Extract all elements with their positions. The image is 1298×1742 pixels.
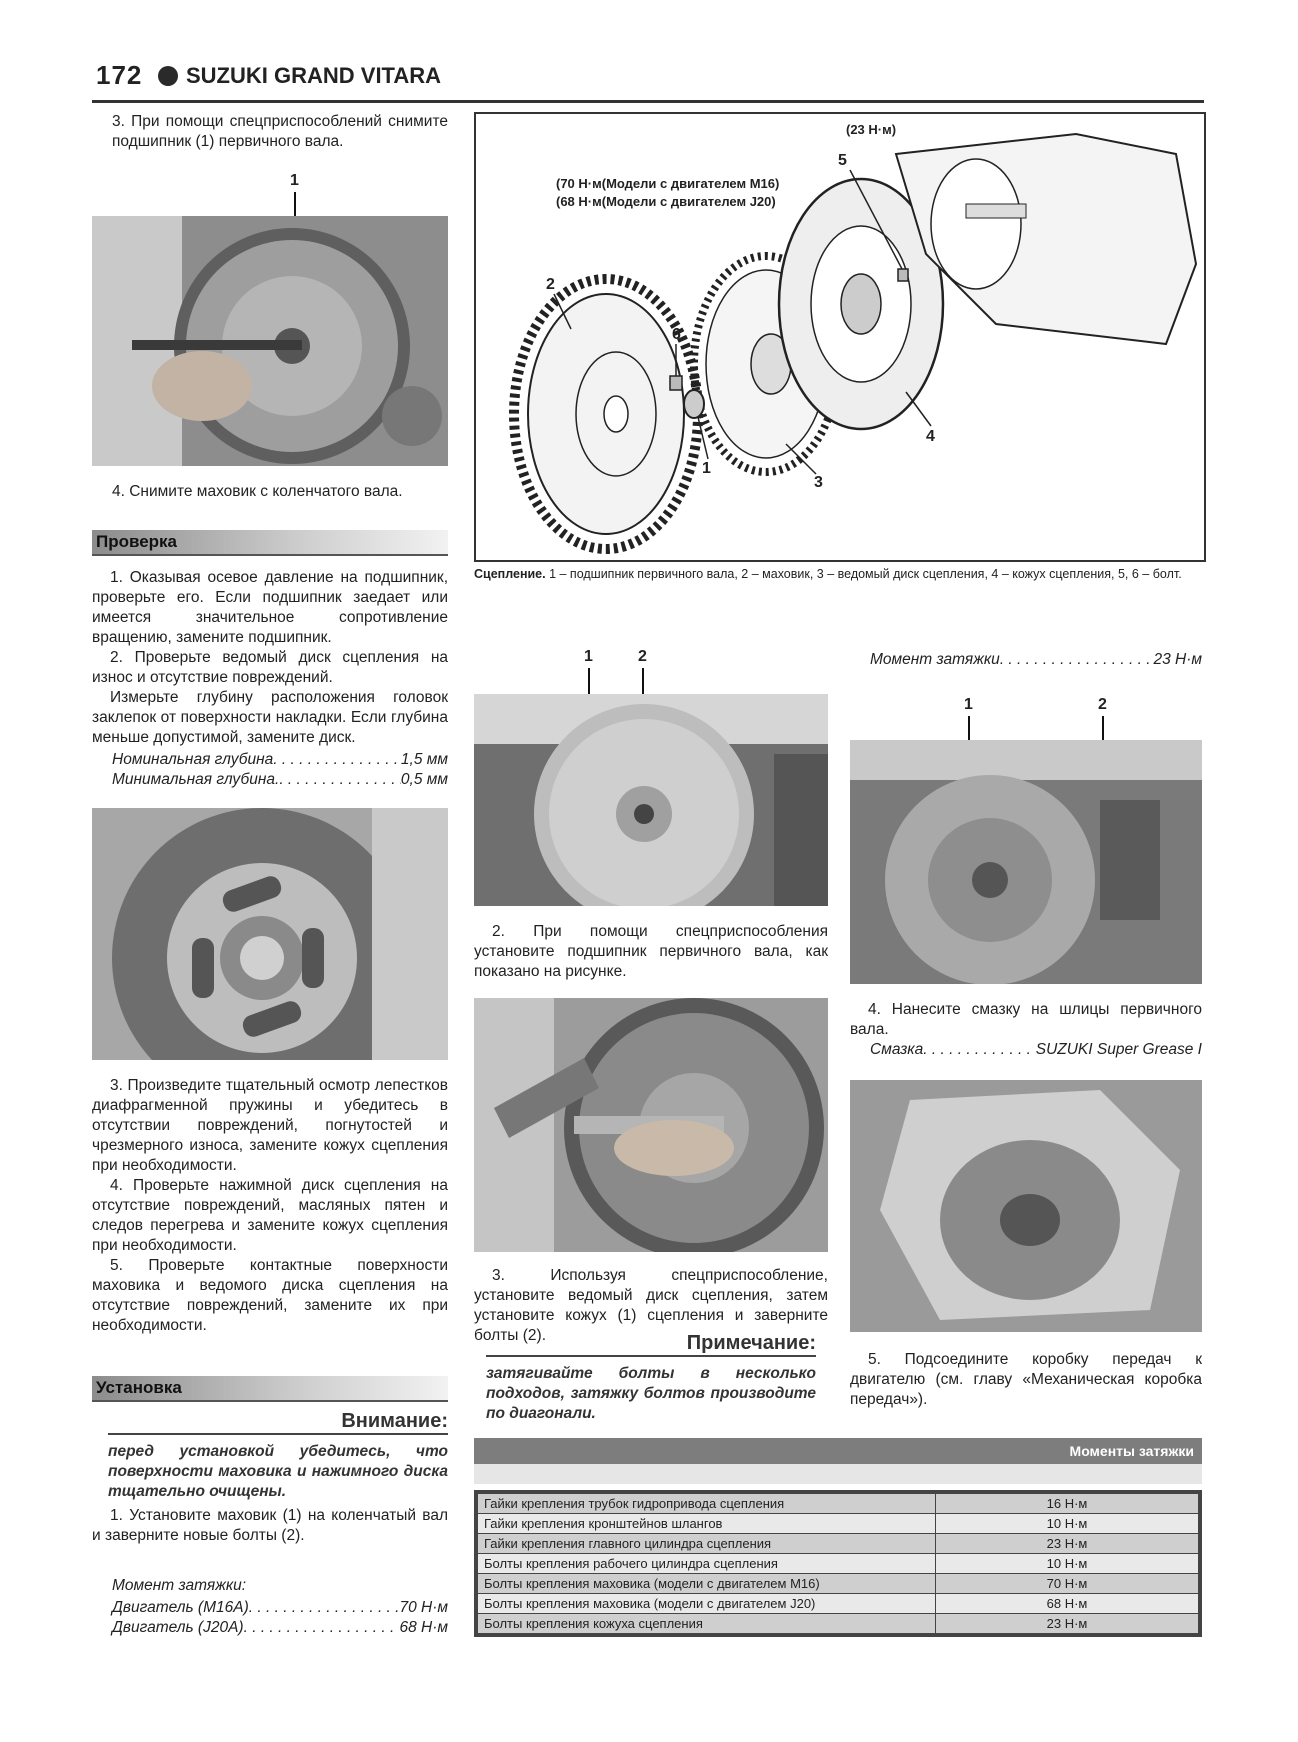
- spec-m16-label: Двигатель (M16A): [112, 1599, 249, 1616]
- spec-min: [112, 770, 448, 790]
- header-dot: [158, 66, 178, 86]
- spec-j20: [112, 1618, 448, 1638]
- right-step4: 4. Нанесите смазку на шлицы первичного вала.: [850, 1001, 1202, 1038]
- diagram-torque-70: (70 Н·м(Модели с двигателем M16): [556, 176, 780, 191]
- left-step3: 3. При помощи спецприспособлений снимите подшипник (1) первичного вала.: [112, 113, 448, 150]
- table-row: [478, 1574, 1199, 1594]
- mid-step3: 3. Используя спецприспособление, установите ведомый диск сцепления, затем установите кожух (1) сцепления и заверните болты (2).: [474, 1267, 828, 1344]
- diagram-caption-bold: Сцепление.: [474, 567, 546, 581]
- diagram-caption: [474, 566, 1204, 583]
- torque-item: Болты крепления маховика (модели с двигателем M16): [478, 1574, 936, 1594]
- table-row: [478, 1494, 1199, 1514]
- check4: 4. Проверьте нажимной диск сцепления на отсутствие повреждений, масляных пятен и следов перегрева и замените кожух сцепления при необходимости.: [92, 1177, 448, 1254]
- diagram-label-4: 4: [926, 428, 935, 445]
- spec-j20-label: Двигатель (J20A): [112, 1619, 244, 1636]
- torque-label: [112, 1576, 448, 1596]
- torque-item: Болты крепления маховика (модели с двигателем J20): [478, 1594, 936, 1614]
- page-header-title: SUZUKI GRAND VITARA: [186, 63, 442, 88]
- diagram-torque-23: (23 Н·м): [846, 122, 897, 137]
- mid-photo1-callout-1: 1: [584, 648, 593, 665]
- install1: 1. Установите маховик (1) на коленчатый вал и заверните новые болты (2).: [92, 1507, 448, 1544]
- torque-table-title: Моменты затяжки: [474, 1438, 1202, 1464]
- warning-text: перед установкой убедитесь, что поверхности маховика и нажимного диска тщательно очищены.: [108, 1443, 448, 1500]
- clutch-diagram: [474, 112, 1206, 562]
- spec-j20-value: 68 Н·м: [399, 1619, 448, 1636]
- grease-value: SUZUKI Super Grease I: [1035, 1041, 1202, 1058]
- torque-value: 16 Н·м: [936, 1494, 1199, 1514]
- check5: 5. Проверьте контактные поверхности маховика и ведомого диска сцепления на отсутствие повреждений, замените их при необходимости.: [92, 1257, 448, 1334]
- section-check-header: Проверка: [92, 530, 448, 556]
- diagram-caption-text: 1 – подшипник первичного вала, 2 – маховик, 3 – ведомый диск сцепления, 4 – кожух сцепления, 5, 6 – болт.: [545, 567, 1182, 581]
- table-row: [478, 1594, 1199, 1614]
- spec-min-label: Минимальная глубина.: [112, 771, 280, 788]
- right-torque-value: 23 Н·м: [1153, 651, 1202, 668]
- torque-value: 10 Н·м: [936, 1554, 1199, 1574]
- warning-title: Внимание:: [108, 1410, 448, 1435]
- torque-value: 68 Н·м: [936, 1594, 1199, 1614]
- torque-item: Болты крепления кожуха сцепления: [478, 1614, 936, 1634]
- left-step4: 4. Снимите маховик с коленчатого вала.: [112, 483, 403, 500]
- diagram-torque-68: (68 Н·м(Модели с двигателем J20): [556, 194, 776, 209]
- right-photo-callout-1: 1: [964, 696, 973, 713]
- torque-value: 23 Н·м: [936, 1614, 1199, 1634]
- photo-disc-install: [474, 998, 828, 1252]
- right-step5: 5. Подсоедините коробку передач к двигателю (см. главу «Механическая коробка передач»).: [850, 1351, 1202, 1408]
- table-row: [478, 1614, 1199, 1634]
- right-photo-callout-2: 2: [1098, 696, 1107, 713]
- note-text: затягивайте болты в несколько подходов, затяжку болтов производите по диагонали.: [486, 1365, 816, 1422]
- torque-item: Гайки крепления главного цилиндра сцепления: [478, 1534, 936, 1554]
- diagram-label-2: 2: [546, 276, 555, 293]
- photo-clutch-disc: [92, 808, 448, 1060]
- spec-m16: [112, 1598, 448, 1618]
- check2: 2. Проверьте ведомый диск сцепления на износ и отсутствие повреждений.: [92, 649, 448, 686]
- check1: 1. Оказывая осевое давление на подшипник, проверьте его. Если подшипник заедает или имеется значительное сопротивление вращению, замените подшипник.: [92, 569, 448, 646]
- grease-label: Смазка: [870, 1041, 924, 1058]
- photo-gearbox: [850, 1080, 1202, 1332]
- table-row: [478, 1554, 1199, 1574]
- diagram-label-6: 6: [672, 326, 681, 343]
- torque-table-spacer: [474, 1464, 1202, 1484]
- diagram-label-3: 3: [814, 474, 823, 491]
- check2b: Измерьте глубину расположения головок заклепок от поверхности накладки. Если глубина меньше допустимой, замените диск.: [92, 689, 448, 746]
- page-number: 172: [96, 60, 143, 90]
- spec-m16-value: 70 Н·м: [399, 1599, 448, 1616]
- table-row: [478, 1534, 1199, 1554]
- diagram-label-5: 5: [838, 152, 847, 169]
- flywheel-drawing: [514, 279, 698, 549]
- photo-flywheel-bearing: [92, 216, 448, 466]
- photo1-callout: 1: [290, 172, 299, 189]
- note-title: Примечание:: [486, 1332, 816, 1357]
- torque-table: [474, 1490, 1202, 1637]
- header-rule: [92, 100, 1204, 103]
- photo-flywheel-installed: [474, 694, 828, 906]
- photo-cover-installed: [850, 740, 1202, 984]
- spec-nominal: [112, 750, 448, 770]
- torque-item: Гайки крепления кронштейнов шлангов: [478, 1514, 936, 1534]
- right-torque-label: Момент затяжки: [870, 651, 1000, 668]
- table-row: [478, 1514, 1199, 1534]
- torque-item: Гайки крепления трубок гидропривода сцепления: [478, 1494, 936, 1514]
- grease-spec: [870, 1040, 1202, 1060]
- check3: 3. Произведите тщательный осмотр лепестков диафрагменной пружины и убедитесь в отсутствии повреждений, погнутостей и чрезмерного износа, замените кожух сцепления при необходимости.: [92, 1077, 448, 1174]
- spec-nominal-value: 1,5 мм: [400, 751, 448, 768]
- torque-value: 10 Н·м: [936, 1514, 1199, 1534]
- right-torque-spec: [870, 650, 1202, 670]
- spec-nominal-label: Номинальная глубина: [112, 751, 274, 768]
- mid-photo1-callout-2: 2: [638, 648, 647, 665]
- torque-value: 70 Н·м: [936, 1574, 1199, 1594]
- torque-label-text: Момент затяжки:: [112, 1577, 247, 1594]
- diagram-label-1: 1: [702, 460, 711, 477]
- mid-step2: 2. При помощи спецприспособления установите подшипник первичного вала, как показано на рисунке.: [474, 923, 828, 980]
- section-install-header: Установка: [92, 1376, 448, 1402]
- torque-value: 23 Н·м: [936, 1534, 1199, 1554]
- spec-min-value: 0,5 мм: [400, 771, 448, 788]
- torque-item: Болты крепления рабочего цилиндра сцепления: [478, 1554, 936, 1574]
